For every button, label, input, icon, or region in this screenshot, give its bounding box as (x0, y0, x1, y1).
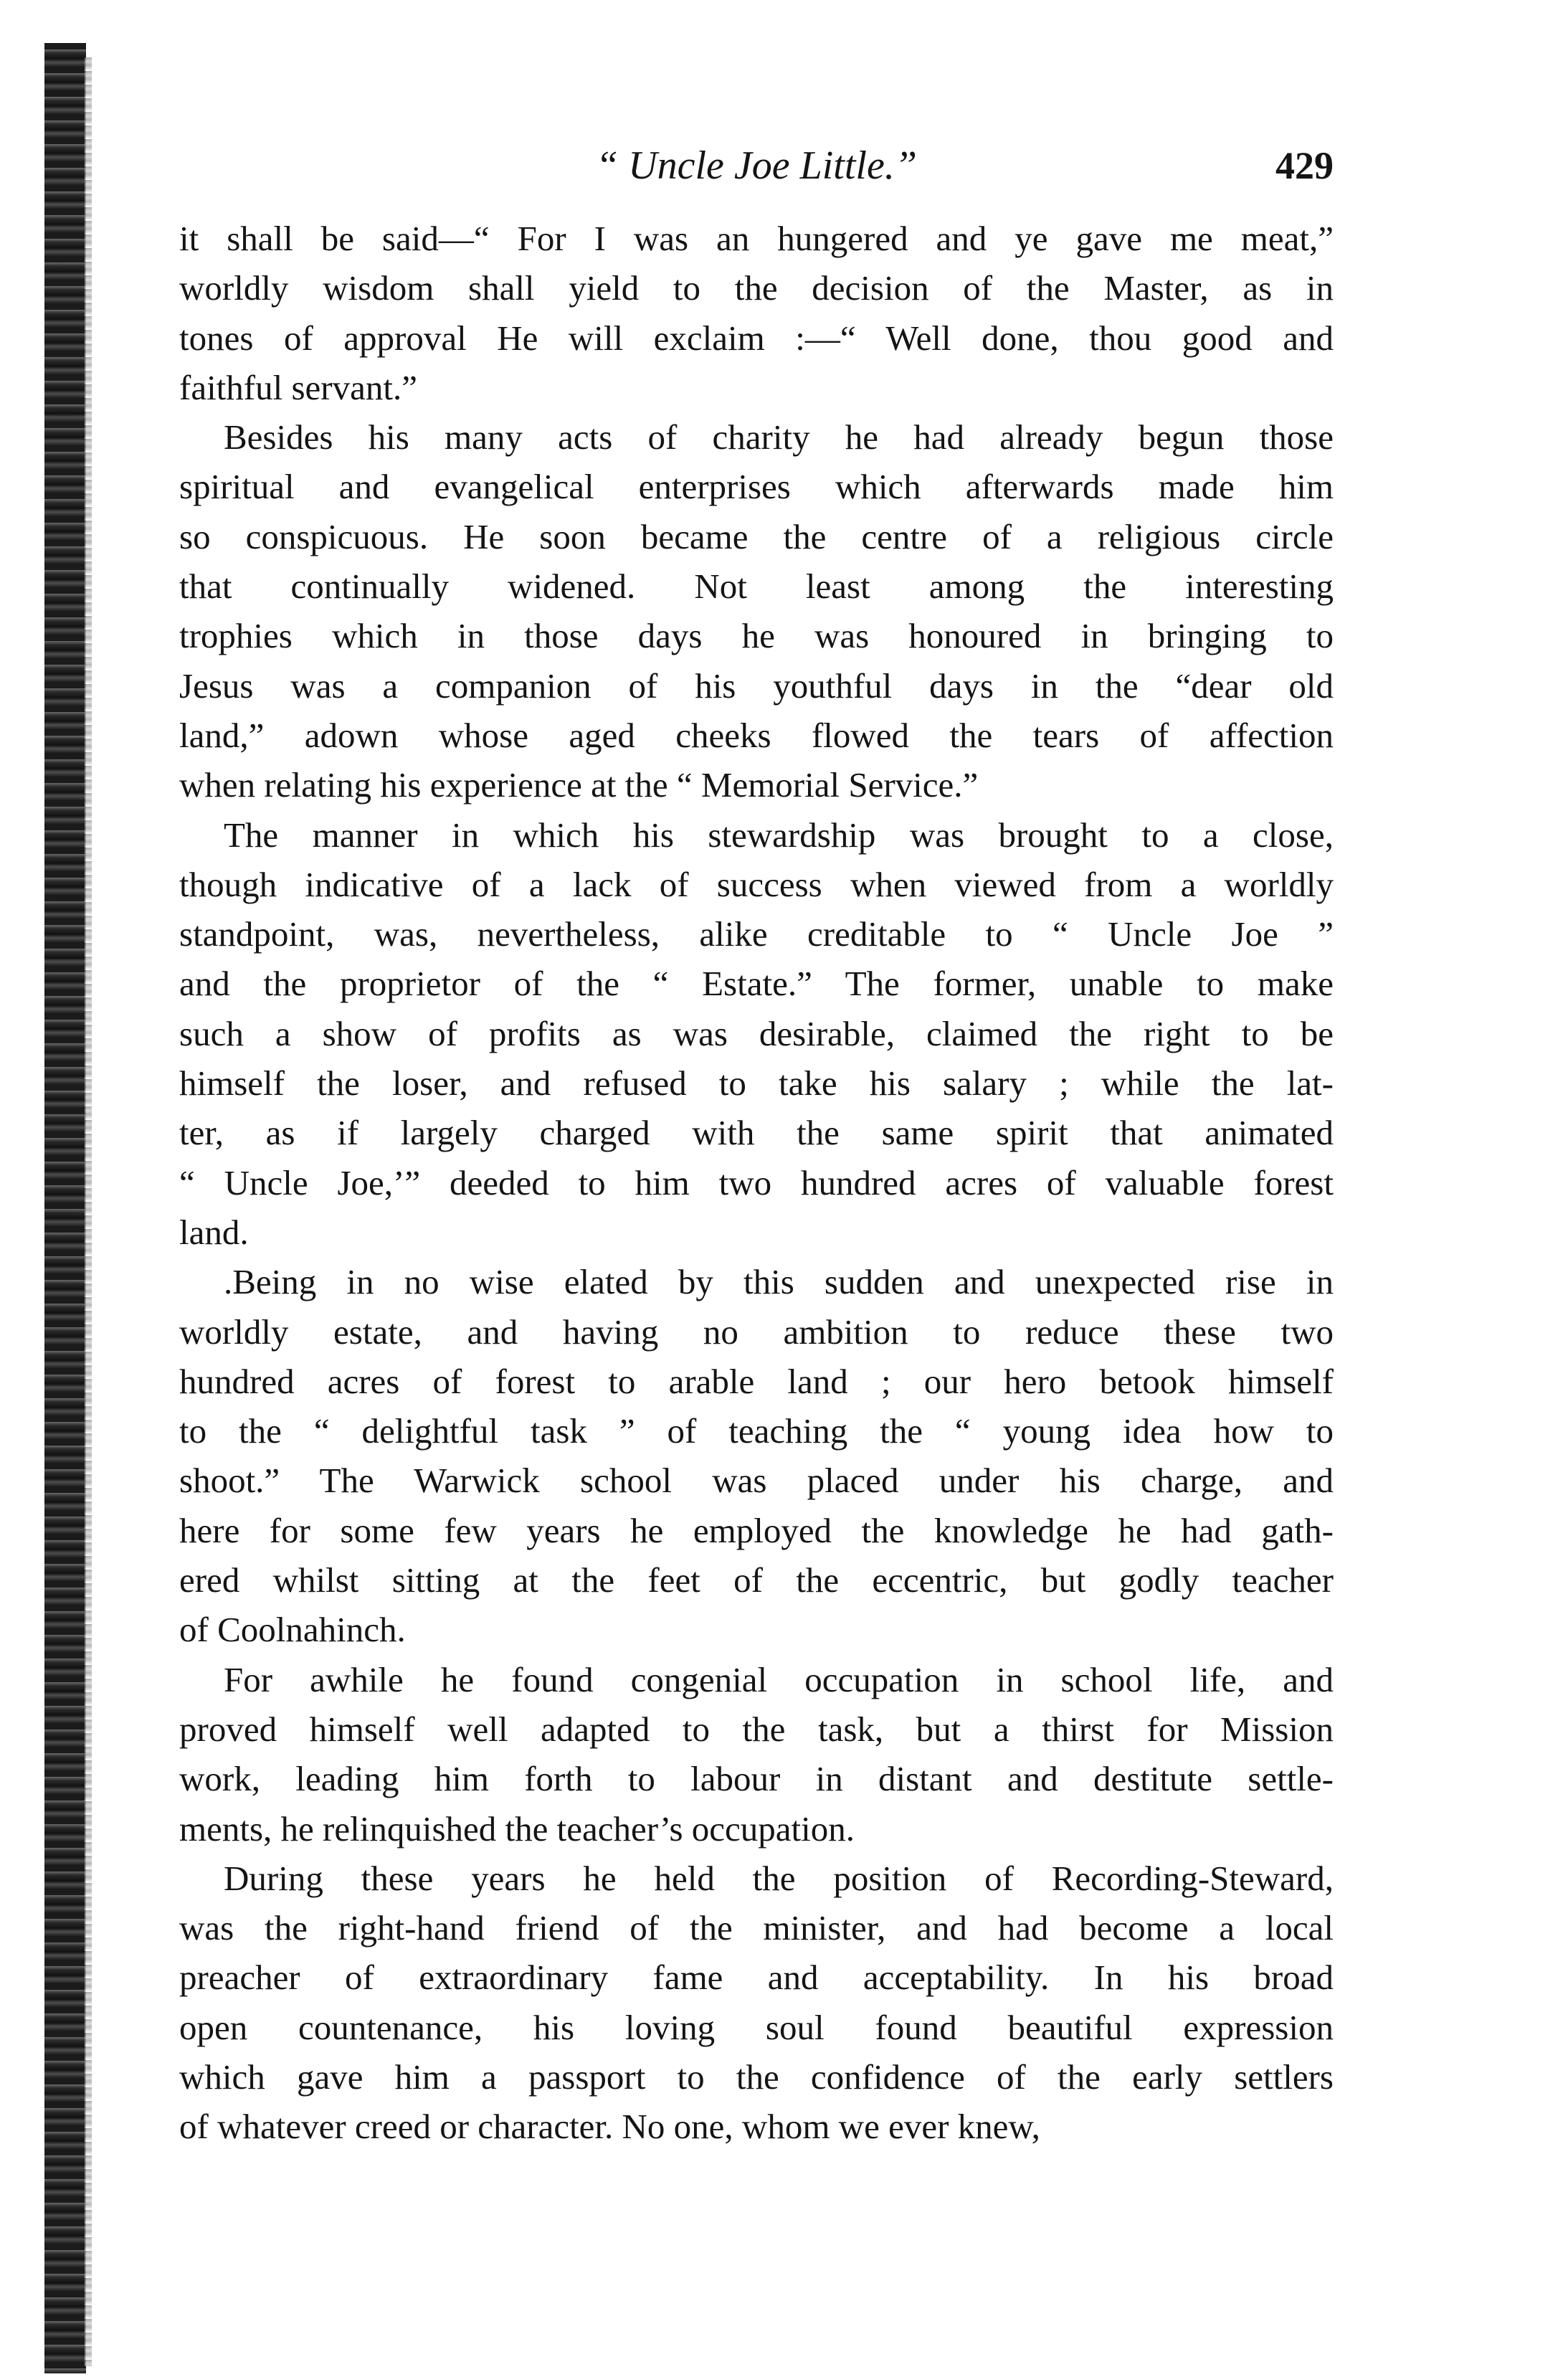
text-line: ered whilst sitting at the feet of the eccentric, but godly teacher (179, 1560, 1334, 1600)
text-line: land. (179, 1212, 249, 1252)
text-line: though indicative of a lack of success when viewed from a worldly (179, 864, 1334, 904)
book-spine-shadow (44, 43, 86, 2373)
body-text (179, 214, 1334, 2152)
text-line: to the “ delightful task ” of teaching the “ young idea how to (179, 1411, 1334, 1451)
text-line: of whatever creed or character. No one, whom we ever knew, (179, 2107, 1040, 2147)
running-head (179, 141, 1334, 191)
text-line: worldly estate, and having no ambition to reduce these two (179, 1311, 1334, 1352)
text-line: when relating his experience at the “ Memorial Service.” (179, 765, 979, 805)
paragraph (179, 412, 1334, 810)
text-line: Jesus was a companion of his youthful days in the “dear old (179, 665, 1334, 706)
text-line: hundred acres of forest to arable land ; our hero betook himself (179, 1361, 1334, 1401)
text-line: During these years he held the position of Recording-Steward, (224, 1858, 1334, 1898)
text-line: and the proprietor of the “ Estate.” The former, unable to make (179, 964, 1334, 1004)
text-line: proved himself well adapted to the task, but a thirst for Mission (179, 1709, 1334, 1749)
paragraph (179, 214, 1334, 412)
text-line: which gave him a passport to the confidence of the early settlers (179, 2056, 1334, 2097)
paragraph (179, 1854, 1334, 2152)
running-title: “ Uncle Joe Little.” (596, 143, 917, 188)
text-line: faithful servant.” (179, 367, 417, 407)
paragraph (179, 1655, 1334, 1854)
text-line: ments, he relinquished the teacher’s occupation. (179, 1808, 855, 1849)
text-line: shoot.” The Warwick school was placed under his charge, and (179, 1461, 1334, 1501)
text-line: himself the loser, and refused to take his salary ; while the lat- (179, 1063, 1334, 1104)
text-line: work, leading him forth to labour in distant and destitute settle- (179, 1759, 1334, 1799)
text-line: open countenance, his loving soul found beautiful expression (179, 2007, 1334, 2047)
text-line: For awhile he found congenial occupation in school life, and (224, 1659, 1334, 1699)
text-line: of Coolnahinch. (179, 1610, 406, 1650)
text-line: spiritual and evangelical enterprises which afterwards made him (179, 467, 1334, 507)
text-line: that continually widened. Not least among the interesting (179, 566, 1334, 607)
text-line: was the right-hand friend of the minister, and had become a local (179, 1908, 1334, 1948)
text-line: standpoint, was, nevertheless, alike creditable to “ Uncle Joe ” (179, 914, 1334, 954)
text-line: ter, as if largely charged with the same spirit that animated (179, 1113, 1334, 1153)
text-line: so conspicuous. He soon became the centre of a religious circle (179, 516, 1334, 556)
paragraph (179, 1257, 1334, 1654)
gutter-edge (85, 57, 92, 2366)
text-line: tones of approval He will exclaim :—“ Well done, thou good and (179, 318, 1334, 358)
text-line: land,” adown whose aged cheeks flowed the tears of affection (179, 715, 1334, 755)
text-line: The manner in which his stewardship was brought to a close, (224, 815, 1334, 855)
text-line: worldly wisdom shall yield to the decision of the Master, as in (179, 268, 1334, 308)
text-line: such a show of profits as was desirable, claimed the right to be (179, 1013, 1334, 1053)
text-line: preacher of extraordinary fame and acceptability. In his broad (179, 1958, 1334, 1998)
text-line: .Being in no wise elated by this sudden and unexpected rise in (224, 1262, 1334, 1302)
paragraph (179, 810, 1334, 1258)
text-line: “ Uncle Joe,’” deeded to him two hundred acres of valuable forest (179, 1162, 1334, 1202)
text-line: here for some few years he employed the knowledge he had gath- (179, 1510, 1334, 1550)
text-line: Besides his many acts of charity he had already begun those (224, 417, 1334, 457)
page-number: 429 (1275, 144, 1334, 187)
text-line: it shall be said—“ For I was an hungered and ye gave me meat,” (179, 219, 1334, 258)
text-line: trophies which in those days he was honoured in bringing to (179, 616, 1334, 656)
